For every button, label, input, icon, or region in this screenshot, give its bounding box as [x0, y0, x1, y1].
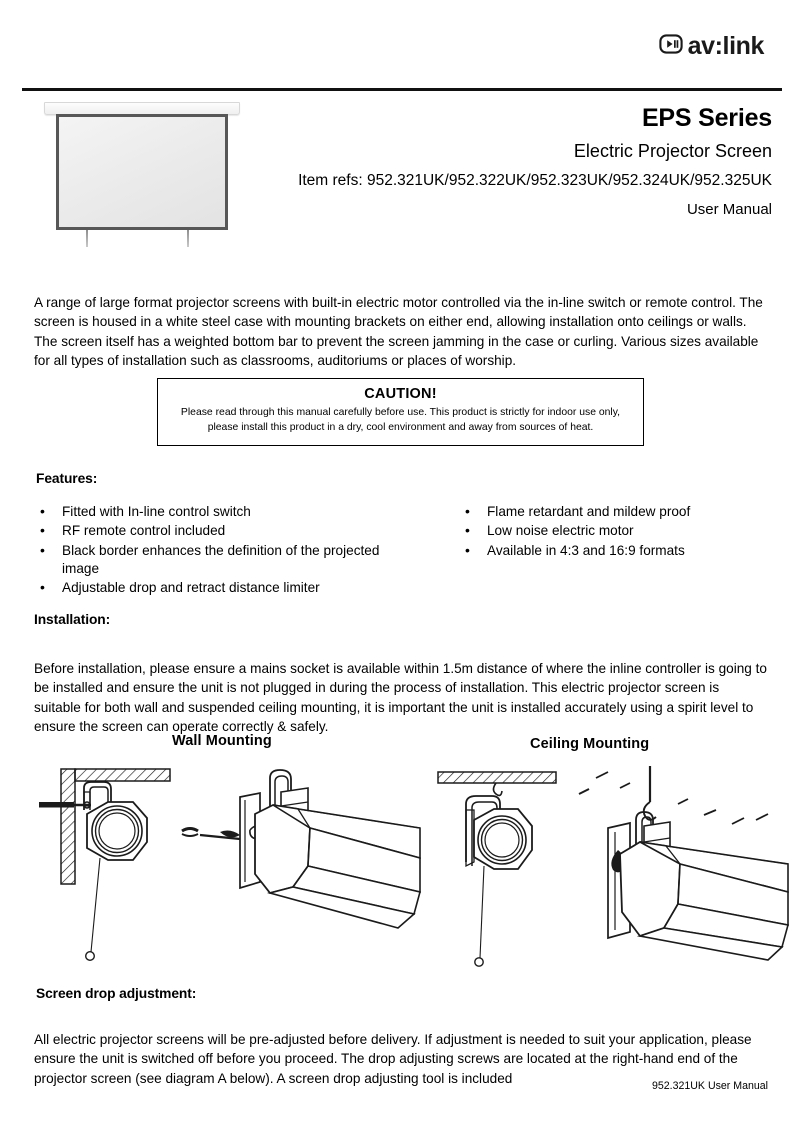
- features-list-left: [34, 503, 404, 598]
- ceiling-mount-cross-section-diagram: [434, 762, 609, 985]
- caution-title: CAUTION!: [364, 386, 437, 402]
- list-item: • Low noise electric motor: [459, 522, 774, 540]
- features-heading: Features:: [36, 471, 98, 486]
- intro-paragraph: A range of large format projector screens with built-in electric motor controlled via the in-line switch or remote control. The screen is housed in a white steel case with mounting brackets on either end, allowing installation onto ceilings or walls. The screen itself has a weighted bottom bar to prevent the screen jamming in the case or curling. Various sizes available for all types of installation such as classrooms, auditoriums or places of worship.: [34, 294, 763, 369]
- list-item: • Flame retardant and mildew proof: [459, 503, 774, 521]
- caution-body: Please read through this manual carefully before use. This product is strictly for indoor use only, please install this product in a dry, cool environment and away from sources of heat.: [180, 407, 621, 434]
- installation-heading: Installation:: [34, 612, 111, 627]
- header-text-block: [232, 104, 772, 221]
- document-header: [30, 100, 772, 260]
- screen-frame: [56, 114, 228, 230]
- features-columns: [34, 503, 774, 599]
- document-type: User Manual: [686, 201, 772, 219]
- wall-mounting-heading: Wall Mounting: [172, 733, 272, 749]
- play-pause-icon: [659, 32, 683, 61]
- list-item: • Adjustable drop and retract distance limiter: [34, 579, 404, 597]
- wall-mount-cross-section-diagram: [34, 762, 214, 985]
- product-image: [40, 100, 248, 255]
- page-footer: 952.321UK User Manual: [651, 1080, 768, 1092]
- caution-box: [157, 378, 644, 446]
- installation-paragraph: Before installation, please ensure a mains socket is available within 1.5m distance of where the inline controller is going to be installed and ensure the unit is not plugged in during the process of installation. This electric projector screen is suitable for both wall and suspended ceiling mounting, it is important the unit is installed accurately using a spirit level to ensure the screen can operate correctly & safely.: [34, 660, 767, 735]
- list-item: • Black border enhances the definition of the projected image: [34, 542, 404, 579]
- screen-leg-left: [86, 230, 88, 247]
- brand-name: av:link: [687, 32, 764, 60]
- item-references: Item refs: 952.321UK/952.322UK/952.323UK/952.324UK/952.325UK: [298, 171, 772, 189]
- features-left-column: [34, 503, 404, 599]
- wall-mount-perspective-diagram: [198, 762, 428, 985]
- page-subtitle: Electric Projector Screen: [573, 140, 772, 161]
- features-list-right: [459, 503, 774, 560]
- screen-leg-right: [187, 230, 189, 247]
- ceiling-mounting-heading: Ceiling Mounting: [530, 736, 650, 752]
- list-item: • Available in 4:3 and 16:9 formats: [459, 542, 774, 560]
- screen-surface: [59, 117, 225, 227]
- header-divider: [22, 88, 782, 91]
- mounting-diagrams: [30, 762, 782, 980]
- list-item: • Fitted with In-line control switch: [34, 503, 404, 521]
- screen-drop-paragraph: All electric projector screens will be pre-adjusted before delivery. If adjustment is needed to suit your application, please ensure the unit is switched off before you proceed. The drop adjusting screws are located at the right-hand end of the projector screen (see diagram A below). A screen drop adjusting tool is included: [34, 1031, 752, 1086]
- screen-drop-heading: Screen drop adjustment:: [36, 986, 197, 1001]
- features-right-column: [404, 503, 774, 599]
- brand-logo: [659, 32, 764, 61]
- list-item: • RF remote control included: [34, 522, 404, 540]
- ceiling-mount-perspective-diagram: [592, 762, 792, 985]
- page-title: EPS Series: [641, 104, 772, 132]
